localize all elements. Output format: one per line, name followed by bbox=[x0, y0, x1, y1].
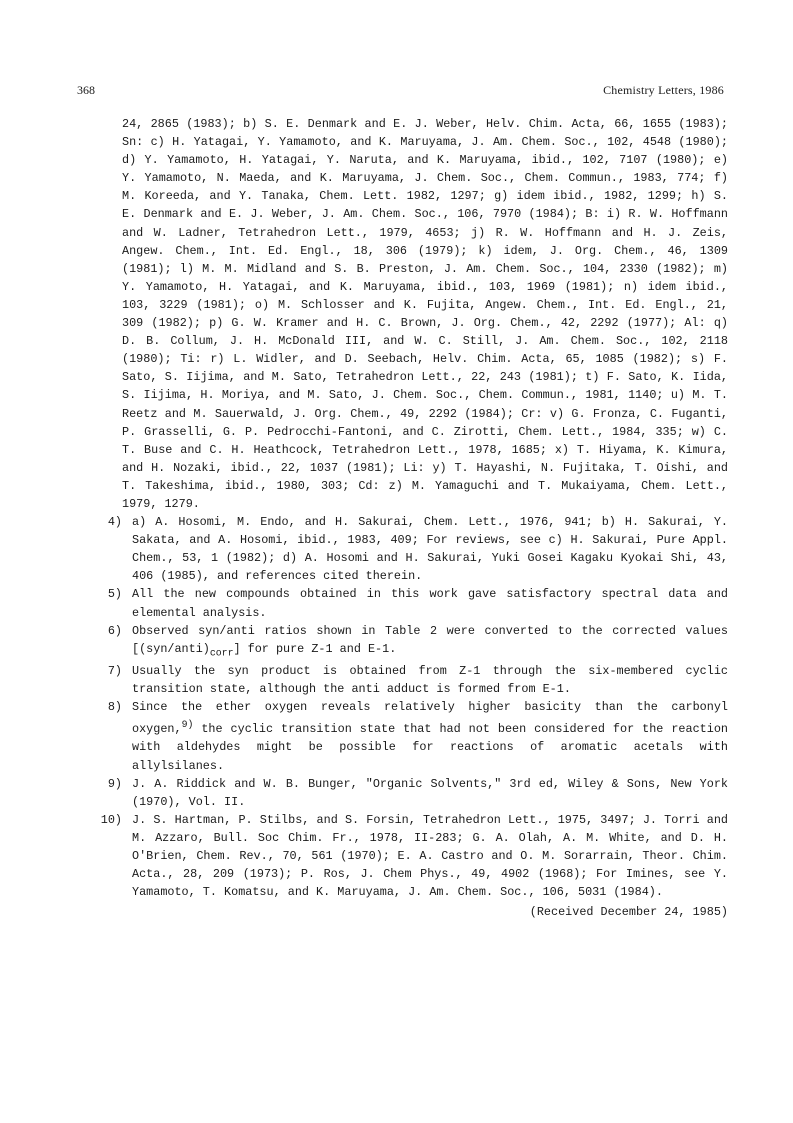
reference-text bbox=[122, 622, 728, 663]
running-header: Chemistry Letters, 1986 bbox=[603, 83, 724, 97]
received-date: (Received December 24, 1985) bbox=[529, 905, 728, 920]
reference-5 bbox=[78, 585, 728, 621]
reference-text: 24, 2865 (1983); b) S. E. Denmark and E. J. Weber, Helv. Chim. Acta, 66, 1655 (1983); Sn: c) H. Yatagai, Y. Yamamoto, and K. Maruyama, J. Am. Chem. Soc., 102, 4548 (1980); d) Y. Yamamoto, H. Yatagai, Y. Naruta, and K. Maruyama, ibid., 102, 7107 (1980); e) Y. Yamamoto, N. Maeda, and K. Maruyama, J. Chem. Soc., Chem. Commun., 1983, 774; f) M. Koreeda, and Y. Tanaka, Chem. Lett. 1982, 1297; g) idem ibid., 1982, 1299; h) S. E. Denmark and E. J. Weber, J. Am. Chem. Soc., 106, 7970 (1984); B: i) R. W. Hoffmann and W. Ladner, Tetrahedron Lett., 1979, 4653; j) R. W. Hoffmann and H. J. Zeis, Angew. Chem., Int. Ed. Engl., 18, 306 (1979); k) idem, J. Org. Chem., 46, 1309 (1981); l) M. M. Midland and S. B. Preston, J. Am. Chem. Soc., 104, 2330 (1982); m) Y. Yamamoto, H. Yatagai, and K. Maruyama, ibid., 103, 1969 (1981); n) idem ibid., 103, 3229 (1981); o) M. Schlosser and K. Fujita, Angew. Chem., Int. Ed. Engl., 21, 309 (1982); p) G. W. Kramer and H. C. Brown, J. Org. Chem., 42, 2292 (1977); Al: q) D. B. Collum, J. H. McDonald III, and W. C. Still, J. Am. Chem. Soc., 102, 2118 (1980); Ti: r) L. Widler, and D. Seebach, Helv. Chim. Acta, 65, 1085 (1982); s) F. Sato, S. Iijima, and M. Sato, Tetrahedron Lett., 22, 243 (1981); t) F. Sato, K. Iida, S. Iijima, H. Moriya, and M. Sato, J. Chem. Soc., Chem. Commun., 1981, 1140; u) M. T. Reetz and M. Sauerwald, J. Org. Chem., 49, 2292 (1984); Cr: v) G. Fronza, C. Fuganti, P. Grasselli, G. P. Pedrocchi-Fantoni, and C. Zirotti, Chem. Lett., 1984, 335; w) C. T. Buse and C. H. Heathcock, Tetrahedron Lett., 1978, 1685; x) T. Hiyama, K. Kimura, and H. Nozaki, ibid., 22, 1037 (1981); Li: y) T. Hayashi, N. Fujitaka, T. Oishi, and T. Takeshima, ibid., 1980, 303; Cd: z) M. Yamaguchi and T. Mukaiyama, Chem. Lett., 1979, 1279. bbox=[122, 117, 728, 511]
reference-number: 10) bbox=[100, 812, 122, 827]
reference-4 bbox=[78, 513, 728, 585]
reference-number: 9) bbox=[107, 776, 122, 791]
reference-10 bbox=[78, 811, 728, 901]
reference-continuation bbox=[78, 115, 728, 513]
reference-6 bbox=[78, 622, 728, 663]
reference-list bbox=[78, 115, 728, 921]
reference-7 bbox=[78, 662, 728, 698]
reference-text-part: Since the ether oxygen reveals relatively higher basicity than the carbonyl oxygen, bbox=[132, 700, 728, 737]
reference-text-part: Observed syn/anti ratios shown in Table 2 were converted to the corrected values [(syn/anti) bbox=[132, 623, 728, 656]
page-number: 368 bbox=[77, 83, 95, 97]
reference-text bbox=[122, 698, 728, 774]
reference-text: Usually the syn product is obtained from Z-1 through the six-membered cyclic transition state, although the anti adduct is formed from E-1. bbox=[132, 664, 728, 697]
reference-text-part: ] for pure Z-1 and E-1. bbox=[233, 641, 397, 656]
reference-number: 8) bbox=[107, 700, 122, 715]
reference-number: 7) bbox=[107, 664, 122, 679]
reference-text: All the new compounds obtained in this work gave satisfactory spectral data and elemental analysis. bbox=[132, 587, 728, 620]
superscript-citation: 9) bbox=[181, 719, 194, 731]
reference-text: J. A. Riddick and W. B. Bunger, "Organic Solvents," 3rd ed, Wiley & Sons, New York (1970), Vol. II. bbox=[132, 776, 728, 809]
reference-number: 6) bbox=[107, 623, 122, 638]
reference-text: J. S. Hartman, P. Stilbs, and S. Forsin, Tetrahedron Lett., 1975, 3497; J. Torri and M. Azzaro, Bull. Soc Chim. Fr., 1978, II-283; G. A. Olah, A. M. White, and D. H. O'Brien, Chem. Rev., 70, 561 (1970); E. A. Castro and O. M. Sorarrain, Theor. Chim. Acta., 28, 209 (1973); P. Ros, J. Chem Phys., 49, 4902 (1968); For Imines, see Y. Yamamoto, T. Komatsu, and K. Maruyama, J. Am. Chem. Soc., 106, 5031 (1984). bbox=[132, 812, 728, 900]
subscript: corr bbox=[209, 647, 234, 659]
reference-number: 4) bbox=[107, 515, 122, 530]
reference-number: 5) bbox=[107, 587, 122, 602]
reference-8 bbox=[78, 698, 728, 774]
reference-text: a) A. Hosomi, M. Endo, and H. Sakurai, Chem. Lett., 1976, 941; b) H. Sakurai, Y. Sakata, and A. Hosomi, ibid., 1983, 409; For reviews, see c) H. Sakurai, Pure Appl. Chem., 53, 1 (1982); d) A. Hosomi and H. Sakurai, Yuki Gosei Kagaku Kyokai Shi, 43, 406 (1985), and references cited therein. bbox=[132, 515, 728, 584]
reference-text-part: the cyclic transition state that had not been considered for the reaction with aldehydes might be possible for reactions of aromatic acetals with allylsilanes. bbox=[132, 722, 728, 773]
reference-9 bbox=[78, 775, 728, 811]
